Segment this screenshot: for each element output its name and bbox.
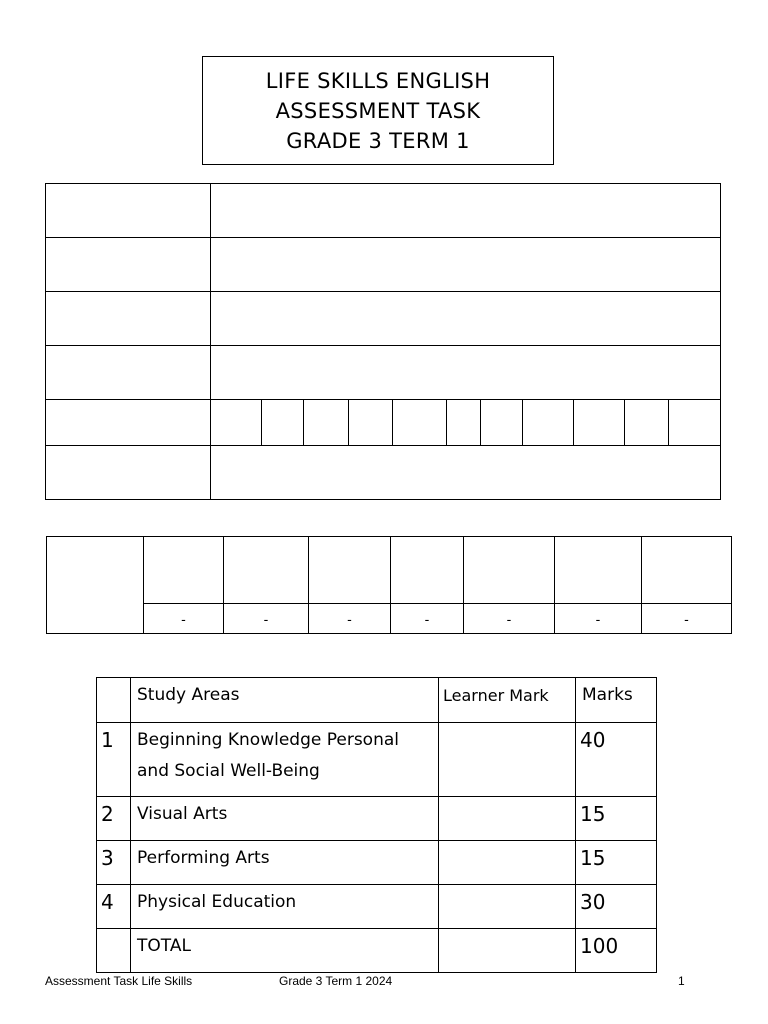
row-study-area: Physical Education [131,885,439,929]
info-value-cell[interactable] [211,346,721,400]
digit-box[interactable] [625,400,669,446]
info-label-cell [46,400,211,446]
grade-cell[interactable] [464,537,555,604]
row-study-area: Beginning Knowledge Personal and Social Well-Being [131,723,439,797]
row-learner-mark[interactable] [439,885,576,929]
grade-cell[interactable] [144,537,224,604]
grade-cell[interactable] [224,537,309,604]
title-line-1: LIFE SKILLS ENGLISH [265,68,491,93]
header-study-areas: Study Areas [131,678,439,723]
row-marks: 30 [576,885,657,929]
grade-dash-cell: - [391,604,464,634]
info-value-cell[interactable] [211,292,721,346]
info-label-cell [46,238,211,292]
info-value-cell[interactable] [211,238,721,292]
row-marks: 15 [576,841,657,885]
marks-row [97,723,657,797]
digit-box[interactable] [211,400,262,446]
page-footer [0,972,768,990]
row-marks: 15 [576,797,657,841]
grade-cell[interactable] [309,537,391,604]
digit-box[interactable] [447,400,481,446]
info-row [46,446,721,500]
total-label: TOTAL [131,929,439,973]
row-study-area: Performing Arts [131,841,439,885]
info-value-cell[interactable] [211,184,721,238]
info-boxes-row [46,400,721,446]
grade-dash-cell: - [464,604,555,634]
row-learner-mark[interactable] [439,723,576,797]
info-value-cell[interactable] [211,446,721,500]
info-row [46,238,721,292]
digit-box[interactable] [481,400,523,446]
digit-box[interactable] [574,400,625,446]
grade-dash-cell: - [309,604,391,634]
info-label-cell [46,346,211,400]
header-marks: Marks [576,678,657,723]
row-number: 1 [97,723,131,797]
grade-cell[interactable] [391,537,464,604]
grade-dash-cell: - [642,604,732,634]
grade-dash-cell: - [555,604,642,634]
grade-cell[interactable] [642,537,732,604]
info-label-cell [46,292,211,346]
title-line-2: ASSESSMENT TASK [275,98,481,123]
info-row [46,184,721,238]
marks-total-row [97,929,657,973]
total-number [97,929,131,973]
footer-left-text: Assessment Task Life Skills [45,974,193,988]
row-number: 3 [97,841,131,885]
grade-table [46,536,732,634]
title-line-3: GRADE 3 TERM 1 [286,128,470,153]
grade-dash-cell: - [144,604,224,634]
digit-box[interactable] [349,400,393,446]
digit-box[interactable] [523,400,574,446]
grade-dash-row [47,604,732,634]
marks-table [96,677,657,973]
header-number [97,678,131,723]
title-box [202,56,554,165]
learner-info-table [45,183,721,500]
marks-row [97,885,657,929]
marks-row [97,797,657,841]
total-learner-mark[interactable] [439,929,576,973]
row-number: 4 [97,885,131,929]
digit-box[interactable] [669,400,721,446]
grade-dash-cell: - [224,604,309,634]
grade-label-cell [47,537,144,634]
grade-cell[interactable] [555,537,642,604]
grade-top-row [47,537,732,604]
footer-center-text: Grade 3 Term 1 2024 [279,974,393,988]
row-study-area: Visual Arts [131,797,439,841]
info-row [46,346,721,400]
marks-row [97,841,657,885]
info-label-cell [46,446,211,500]
row-learner-mark[interactable] [439,797,576,841]
total-marks: 100 [576,929,657,973]
header-learner-mark: Learner Mark [439,678,576,723]
row-marks: 40 [576,723,657,797]
row-learner-mark[interactable] [439,841,576,885]
marks-header-row [97,678,657,723]
digit-box[interactable] [304,400,349,446]
page-number: 1 [678,974,685,988]
row-number: 2 [97,797,131,841]
digit-box[interactable] [262,400,304,446]
info-row [46,292,721,346]
info-label-cell [46,184,211,238]
digit-box[interactable] [393,400,447,446]
